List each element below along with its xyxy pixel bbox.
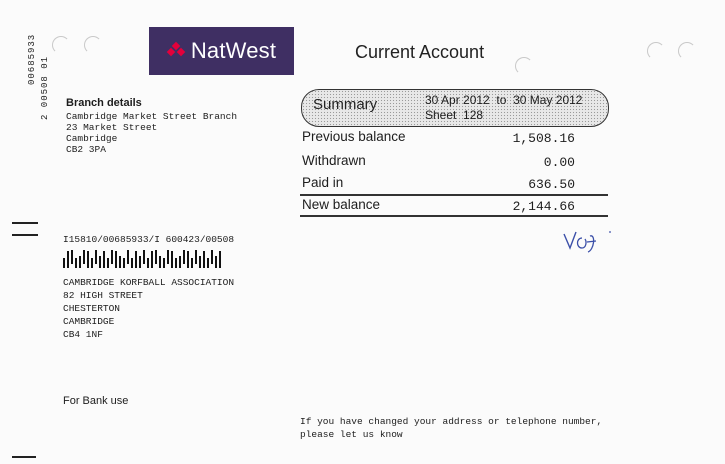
new-balance-label: New balance [302, 197, 381, 212]
vertical-sort-code: 2 00508 01 [40, 55, 50, 120]
barcode-bar [199, 256, 201, 268]
barcode-bar [175, 258, 177, 268]
branch-line: Cambridge [66, 133, 118, 144]
paid-in-label: Paid in [302, 175, 344, 190]
barcode-bar [215, 256, 217, 268]
bank-use-label: For Bank use [63, 395, 129, 407]
total-rule [300, 194, 608, 196]
barcode-bar [219, 251, 221, 268]
address-line: CHESTERTON [63, 303, 121, 314]
notice-line: please let us know [300, 429, 403, 440]
fold-mark [12, 234, 38, 236]
punch-hole [678, 42, 696, 60]
barcode-bar [155, 250, 157, 264]
barcode-bar [115, 251, 117, 268]
account-reference: I15810/00685933/I 600423/00508 [63, 234, 235, 245]
barcode-bar [63, 258, 65, 268]
barcode-bar [95, 250, 97, 264]
address-line: 82 HIGH STREET [63, 290, 143, 301]
punch-hole [52, 36, 70, 54]
barcode-bar [75, 258, 77, 268]
barcode-bar [151, 251, 153, 268]
document-title: Current Account [355, 42, 485, 62]
barcode-bar [211, 250, 213, 264]
period-from: 30 Apr 2012 [425, 93, 490, 107]
barcode-bar [187, 251, 189, 268]
address-line: CAMBRIDGE [63, 316, 115, 327]
branch-line: CB2 3PA [66, 144, 106, 155]
branch-line: 23 Market Street [66, 122, 158, 133]
handwritten-initials [560, 226, 630, 256]
barcode-bar [147, 258, 149, 268]
address-change-notice [300, 415, 602, 441]
barcode-bar [99, 256, 101, 268]
statement-period [425, 93, 582, 107]
previous-balance-label: Previous balance [302, 129, 406, 144]
barcode-bar [91, 258, 93, 268]
barcode-bar [103, 251, 105, 268]
postal-barcode [63, 251, 221, 268]
barcode-bar [67, 251, 69, 268]
barcode-bar [127, 250, 129, 264]
barcode-bar [83, 250, 85, 264]
barcode-bar [203, 251, 205, 268]
period-to: 30 May 2012 [513, 93, 583, 107]
barcode-bar [135, 251, 137, 268]
withdrawn-value: 0.00 [543, 155, 575, 170]
barcode-bar [163, 258, 165, 268]
barcode-bar [131, 258, 133, 268]
punch-hole [84, 36, 102, 54]
barcode-bar [119, 256, 121, 268]
new-balance-value: 2,144.66 [512, 199, 575, 214]
barcode-bar [139, 256, 141, 268]
punch-hole [515, 57, 533, 75]
account-holder-address [63, 276, 234, 341]
withdrawn-label: Withdrawn [302, 153, 366, 168]
address-line: CAMBRIDGE KORFBALL ASSOCIATION [63, 277, 235, 288]
barcode-bar [87, 251, 89, 268]
paid-in-value: 636.50 [528, 177, 575, 192]
brand-name: NatWest [190, 38, 277, 63]
punch-hole [647, 42, 665, 60]
sheet-label: Sheet [425, 108, 457, 122]
barcode-bar [143, 250, 145, 264]
barcode-bar [111, 250, 113, 264]
branch-line: Cambridge Market Street Branch [66, 111, 238, 122]
period-to-word: to [496, 93, 507, 107]
notice-line: If you have changed your address or telephone number, [300, 416, 603, 427]
branch-title: Branch details [66, 97, 142, 109]
barcode-bar [123, 258, 125, 268]
barcode-bar [179, 256, 181, 268]
natwest-logo [149, 27, 294, 75]
previous-balance-value: 1,508.16 [512, 131, 575, 146]
barcode-bar [191, 258, 193, 268]
natwest-cubes-icon [167, 42, 185, 60]
address-line: CB4 1NF [63, 329, 103, 340]
branch-address [66, 111, 237, 155]
sheet-number [425, 108, 483, 122]
barcode-bar [159, 256, 161, 268]
barcode-bar [107, 258, 109, 268]
barcode-bar [71, 250, 73, 264]
fold-mark [12, 222, 38, 224]
barcode-bar [195, 250, 197, 264]
barcode-bar [183, 250, 185, 264]
fold-mark [12, 456, 36, 458]
barcode-bar [79, 256, 81, 268]
barcode-bar [171, 251, 173, 268]
sheet-value: 128 [463, 108, 484, 122]
bottom-rule [300, 215, 608, 217]
barcode-bar [207, 258, 209, 268]
summary-label: Summary [313, 96, 378, 113]
barcode-bar [167, 250, 169, 264]
vertical-account-code: 00685933 [27, 33, 37, 85]
